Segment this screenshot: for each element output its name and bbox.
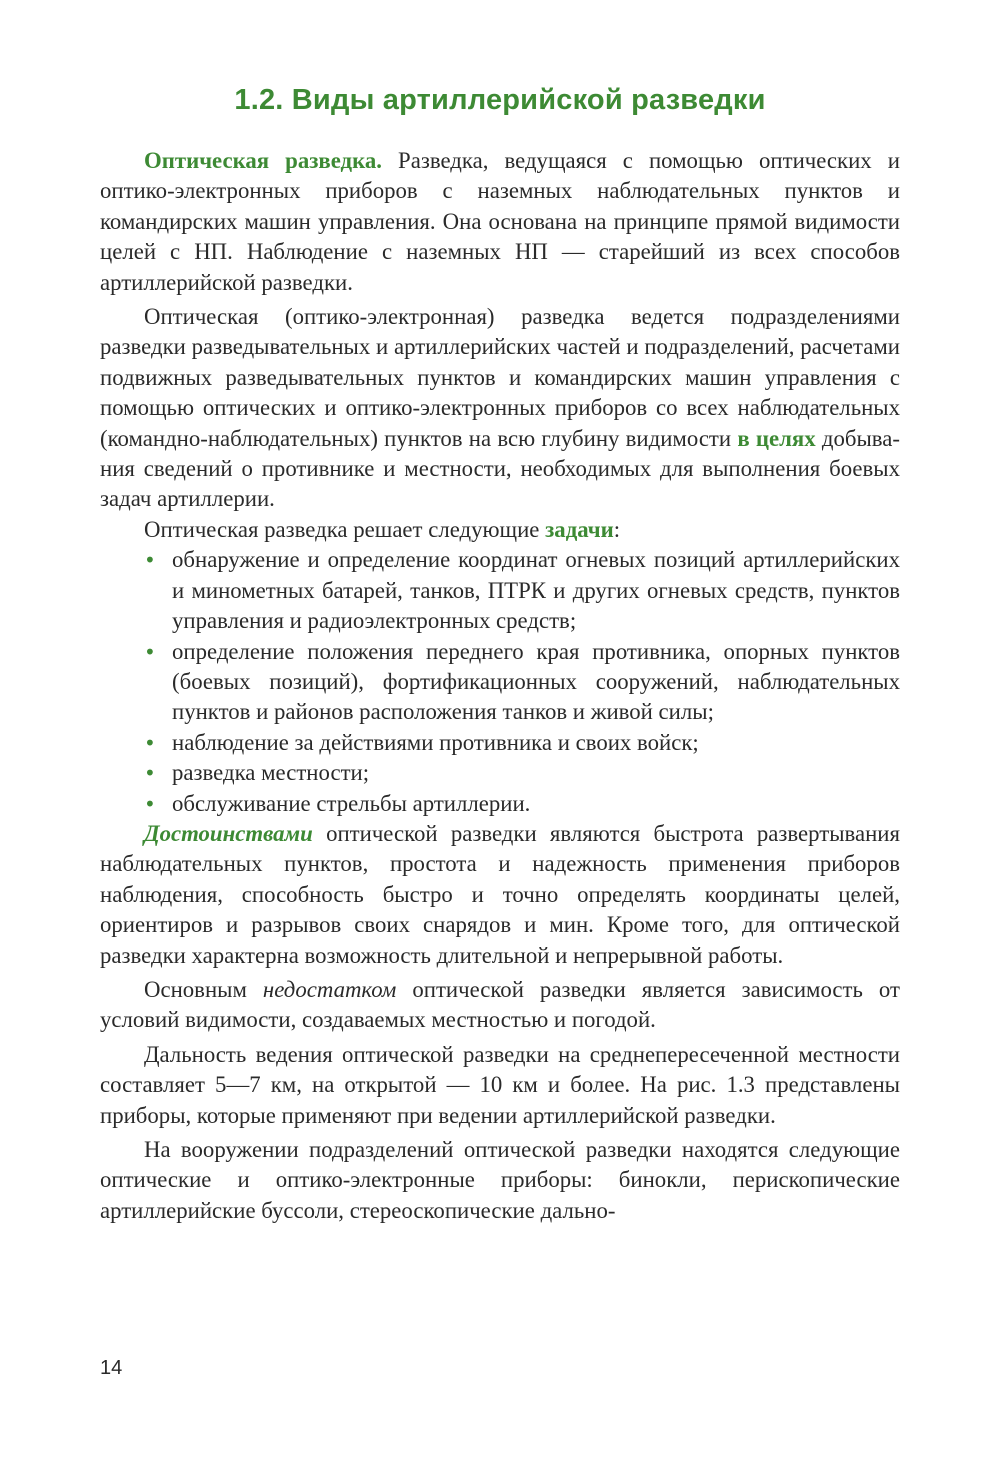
paragraph-tasks-intro [100,515,900,545]
paragraph-text: : [613,516,621,542]
page-number: 14 [100,1357,123,1379]
paragraph-text: Оптическая разведка решает следующие [144,516,546,542]
paragraph-who-conducts [100,302,900,515]
list-item [100,758,900,788]
term-optical-reconnaissance: Оптическая разведка. [144,148,382,173]
keyword-tasks: задачи [545,516,614,542]
keyword-disadvantage: недостатком [262,976,397,1002]
paragraph-disadvantage [100,975,900,1036]
paragraph-text: Оптическая (оптико-электронная) разведка ведется подразделениями разведки разведывательных и артиллерийских частей и подразделений, расчетами подвижных разведывательных пунктов и командирских машин управления с помощью оптических и оптико-электронных приборов со всех наблюдательных (командно-наблюдательных) пунктов на всю глубину видимости [100,304,900,451]
list-item [100,789,900,819]
section-heading: 1.2. Виды артиллерийской разведки [234,84,766,116]
keyword-purpose: в целях [737,425,816,451]
bullet-icon: • [144,639,156,664]
paragraph-range: Дальность ведения оптической разведки на среднепересеченной местности составляет 5—7 км, на открытой — 10 км и более. На рис. 1.3 представлены приборы, которые применяют при ведении артиллерийской разведки. [100,1041,900,1128]
book-page [100,0,900,1464]
list-item-text: обнаружение и определение координат огневых позиций артиллерийских и минометных батарей, танков, ПТРК и других огневых средств, пунктов управления и радиоэлектронных средств; [172,547,900,634]
paragraph-text: Основным [144,976,263,1002]
paragraph-advantages [100,819,900,971]
list-item [100,545,900,636]
bullet-icon: • [144,761,156,786]
bullet-icon: • [144,791,156,816]
list-item-text: определение положения переднего края противника, опорных пунктов (боевых позиций), фортификационных сооружений, наблюдательных пунктов и районов расположения танков и живой силы; [172,638,900,725]
list-item [100,637,900,728]
bullet-icon: • [144,548,156,573]
list-item-text: наблюдение за действиями противника и своих войск; [172,729,699,755]
tasks-list [100,545,900,819]
section-body [100,146,900,1226]
paragraph-text: добывания сведений о противнике и местности, необходимых для выполнения боевых задач артиллерии. [100,425,900,512]
paragraph-equipment: На вооружении подразделений оптической разведки находятся следующие оптические и оптико-электронные приборы: бинокли, перископические артиллерийские буссоли, стереоскопические дально- [100,1137,900,1223]
paragraph-text: оптической разведки являются быстрота развертывания наблюдательных пунктов, простота и надежность применения приборов наблюдения, способность быстро и точно определять координаты целей, ориентиров и разрывов своих снарядов и мин. Кроме того, для оптической разведки характерна возможность длительной и непрерывной работы. [100,820,900,968]
list-item-text: разведка местности; [172,760,370,786]
list-item [100,728,900,758]
bullet-icon: • [144,730,156,755]
paragraph-optical-definition [100,146,900,298]
definition-text: Разведка, ведущаяся с помощью оптических и оптико-электронных приборов с наземных наблюдательных пунктов и командирских машин управления. Она основана на принципе прямой видимости целей с НП. Наблюдение с наземных НП — старейший из всех способов артиллерийской разведки. [100,148,900,295]
keyword-advantages: Достоинствами [144,820,313,846]
list-item-text: обслуживание стрельбы артиллерии. [172,790,531,816]
paragraph-text: оптической разведки является зависимость от условий видимости, создаваемых местностью и погодой. [100,976,900,1033]
